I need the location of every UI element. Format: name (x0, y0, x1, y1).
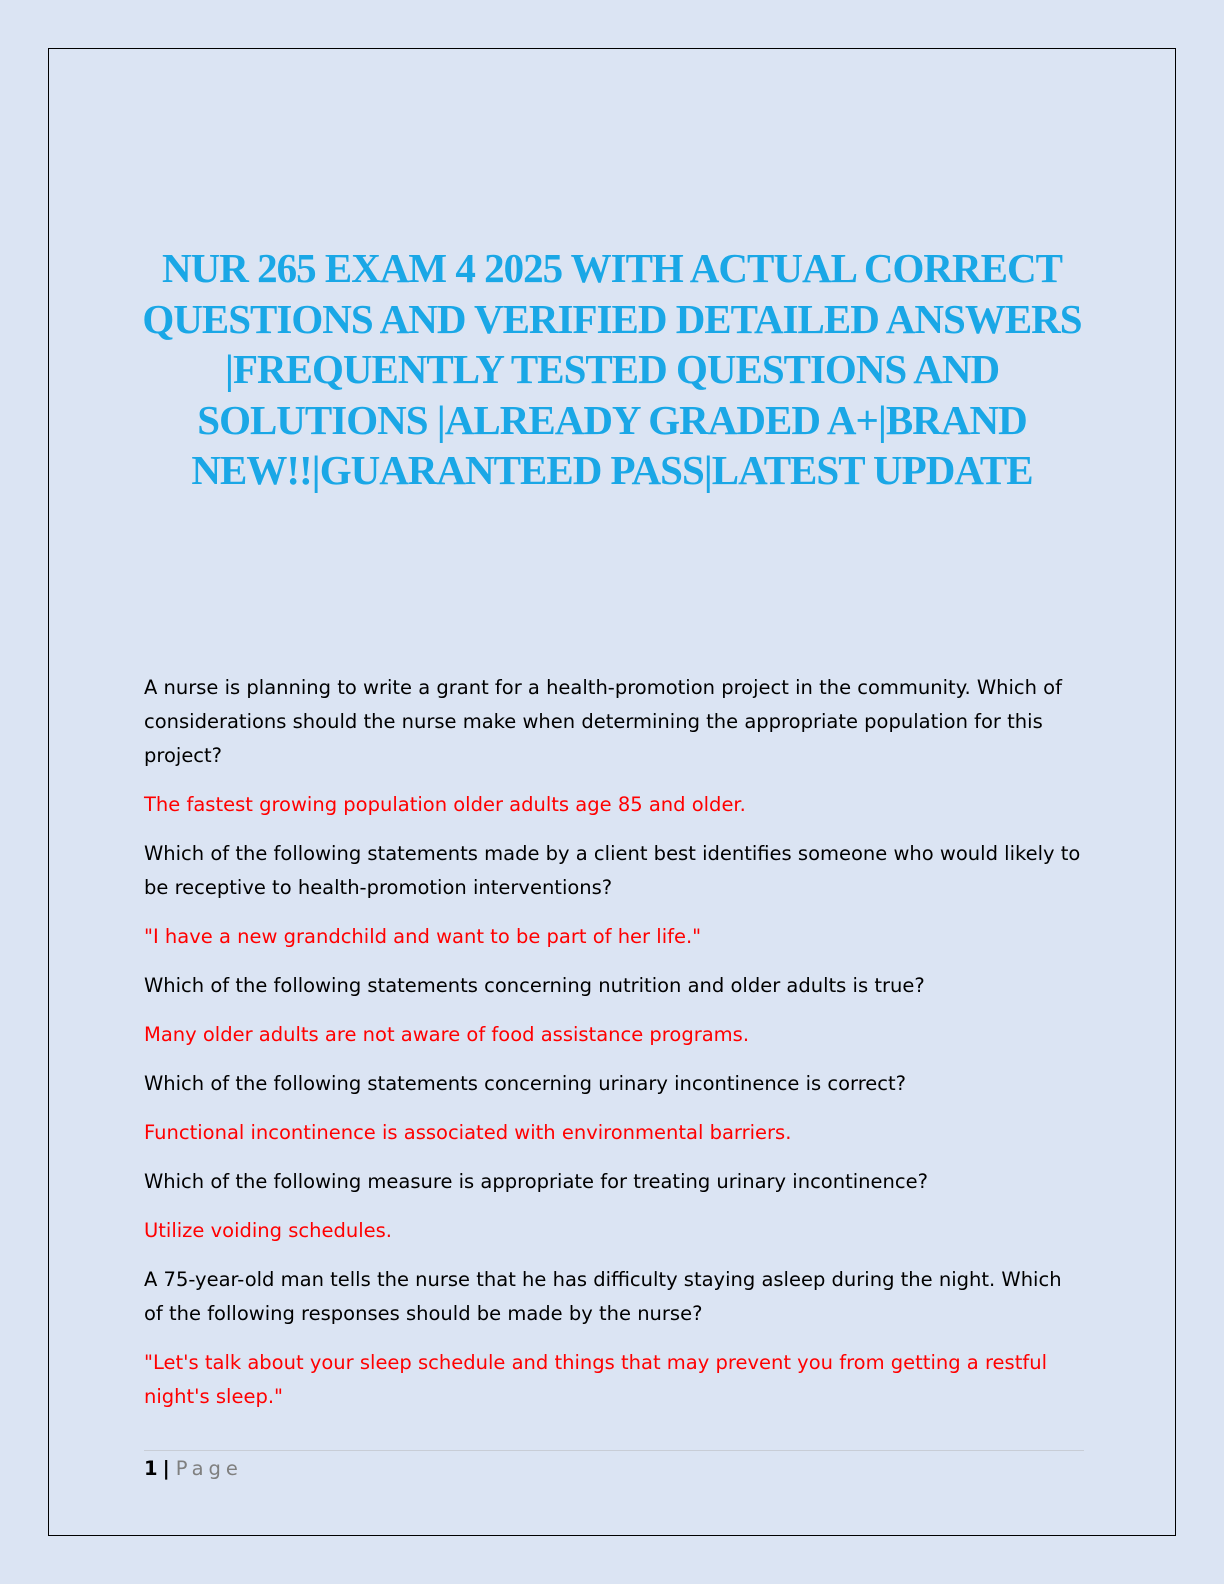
answer-text: The fastest growing population older adults age 85 and older. (144, 793, 746, 816)
question-text: A nurse is planning to write a grant for a health-promotion project in the community. Which of considerations should the nurse make when determining the appropriate population for this project? (144, 676, 1062, 767)
document-title: NUR 265 EXAM 4 2025 WITH ACTUAL CORRECT QUESTIONS AND VERIFIED DETAILED ANSWERS |FREQUENTLY TESTED QUESTIONS AND SOLUTIONS |ALREADY GRADED A+|BRAND NEW!!|GUARANTEED PASS|LATEST UPDATE (142, 245, 1082, 493)
footer-separator: | (162, 1457, 170, 1480)
question-text: Which of the following measure is appropriate for treating urinary incontinence? (144, 1170, 928, 1193)
answer-text: Utilize voiding schedules. (144, 1219, 392, 1242)
answer-text: Many older adults are not aware of food assistance programs. (144, 1023, 750, 1046)
page-footer (144, 1455, 243, 1483)
question-text: Which of the following statements concerning urinary incontinence is correct? (144, 1072, 907, 1095)
question-text: Which of the following statements made by a client best identifies someone who would likely to be receptive to health-promotion interventions? (144, 842, 1081, 899)
answer-text: Functional incontinence is associated with environmental barriers. (144, 1121, 792, 1144)
question-text: Which of the following statements concerning nutrition and older adults is true? (144, 974, 925, 997)
page-label: Page (175, 1457, 243, 1480)
answer-text: "Let's talk about your sleep schedule and things that may prevent you from getting a restful night's sleep." (144, 1351, 1047, 1408)
question-text: A 75-year-old man tells the nurse that he has difficulty staying asleep during the night. Which of the following responses should be made by the nurse? (144, 1268, 1062, 1325)
footer-divider (144, 1450, 1084, 1451)
page-number: 1 (144, 1457, 158, 1480)
qa-list (144, 671, 1084, 1429)
answer-text: "I have a new grandchild and want to be part of her life." (144, 925, 702, 948)
